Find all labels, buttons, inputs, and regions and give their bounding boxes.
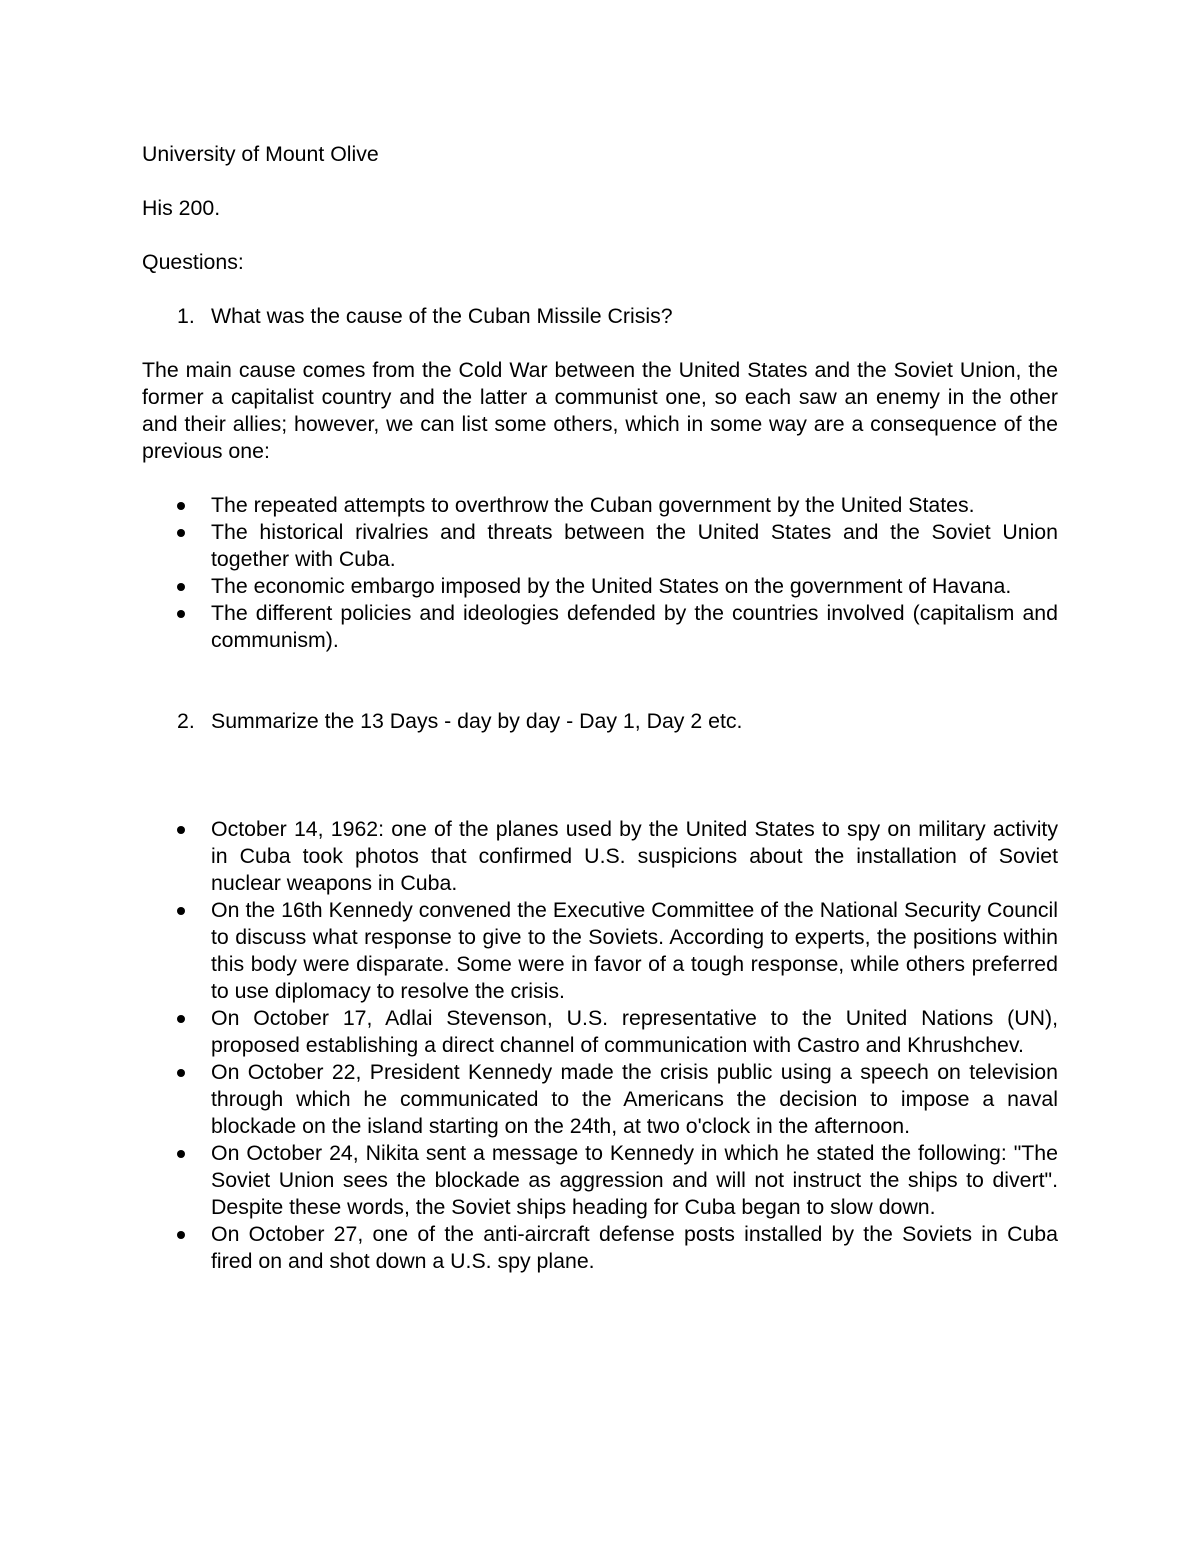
list-item-text: On October 22, President Kennedy made the crisis public using a speech on television through which he communicated to the Americans the decision to impose a naval blockade on the island starting on the 24th, at two o'clock in the afternoon.: [211, 1060, 1058, 1138]
bullet-icon: [177, 610, 185, 618]
list-item: [142, 816, 1058, 897]
course-code: His 200.: [142, 196, 221, 220]
bullet-icon: [177, 1231, 185, 1239]
answer-2-bullet-list: [142, 816, 1058, 1275]
list-item-text: On October 17, Adlai Stevenson, U.S. representative to the United Nations (UN), proposed establishing a direct channel of communication with Castro and Khrushchev.: [211, 1006, 1058, 1057]
list-item: [142, 1059, 1058, 1140]
question-2: [142, 708, 1058, 735]
bullet-icon: [177, 583, 185, 591]
question-1: [142, 303, 1058, 330]
question-1-text: What was the cause of the Cuban Missile Crisis?: [211, 304, 673, 328]
list-item-text: October 14, 1962: one of the planes used by the United States to spy on military activity in Cuba took photos that confirmed U.S. suspicions about the installation of Soviet nuclear weapons in Cuba.: [211, 817, 1058, 895]
list-item: [142, 897, 1058, 1005]
list-item: [142, 1005, 1058, 1059]
list-item-text: On October 27, one of the anti-aircraft defense posts installed by the Soviets in Cuba fired on and shot down a U.S. spy plane.: [211, 1222, 1058, 1273]
document-page: [142, 141, 1058, 1275]
list-item: [142, 573, 1058, 600]
list-item: [142, 1221, 1058, 1275]
list-item-text: On the 16th Kennedy convened the Executive Committee of the National Security Council to discuss what response to give to the Soviets. According to experts, the positions within this body were disparate. Some were in favor of a tough response, while others preferred to use diplomacy to resolve the crisis.: [211, 898, 1058, 1003]
list-item: [142, 1140, 1058, 1221]
list-item-text: The economic embargo imposed by the United States on the government of Havana.: [211, 574, 1012, 598]
list-item-text: The different policies and ideologies defended by the countries involved (capitalism and communism).: [211, 601, 1058, 652]
list-item-text: The repeated attempts to overthrow the Cuban government by the United States.: [211, 493, 975, 517]
list-item: [142, 492, 1058, 519]
bullet-icon: [177, 1069, 185, 1077]
bullet-icon: [177, 826, 185, 834]
list-item-text: On October 24, Nikita sent a message to Kennedy in which he stated the following: "The Soviet Union sees the blockade as aggression and will not instruct the ships to divert". Despite these words, the Soviet ships heading for Cuba began to slow down.: [211, 1141, 1058, 1219]
list-item: [142, 600, 1058, 654]
bullet-icon: [177, 1150, 185, 1158]
question-2-number: 2.: [177, 709, 195, 733]
bullet-icon: [177, 529, 185, 537]
bullet-icon: [177, 907, 185, 915]
question-2-text: Summarize the 13 Days - day by day - Day 1, Day 2 etc.: [211, 709, 743, 733]
question-1-number: 1.: [177, 304, 195, 328]
answer-1-paragraph: The main cause comes from the Cold War between the United States and the Soviet Union, the former a capitalist country and the latter a communist one, so each saw an enemy in the other and their allies; however, we can list some others, which in some way are a consequence of the previous one:: [142, 358, 1058, 463]
bullet-icon: [177, 502, 185, 510]
bullet-icon: [177, 1015, 185, 1023]
answer-1-bullet-list: [142, 492, 1058, 654]
questions-label: Questions:: [142, 250, 244, 274]
list-item: [142, 519, 1058, 573]
institution-name: University of Mount Olive: [142, 142, 379, 166]
list-item-text: The historical rivalries and threats between the United States and the Soviet Union together with Cuba.: [211, 520, 1058, 571]
